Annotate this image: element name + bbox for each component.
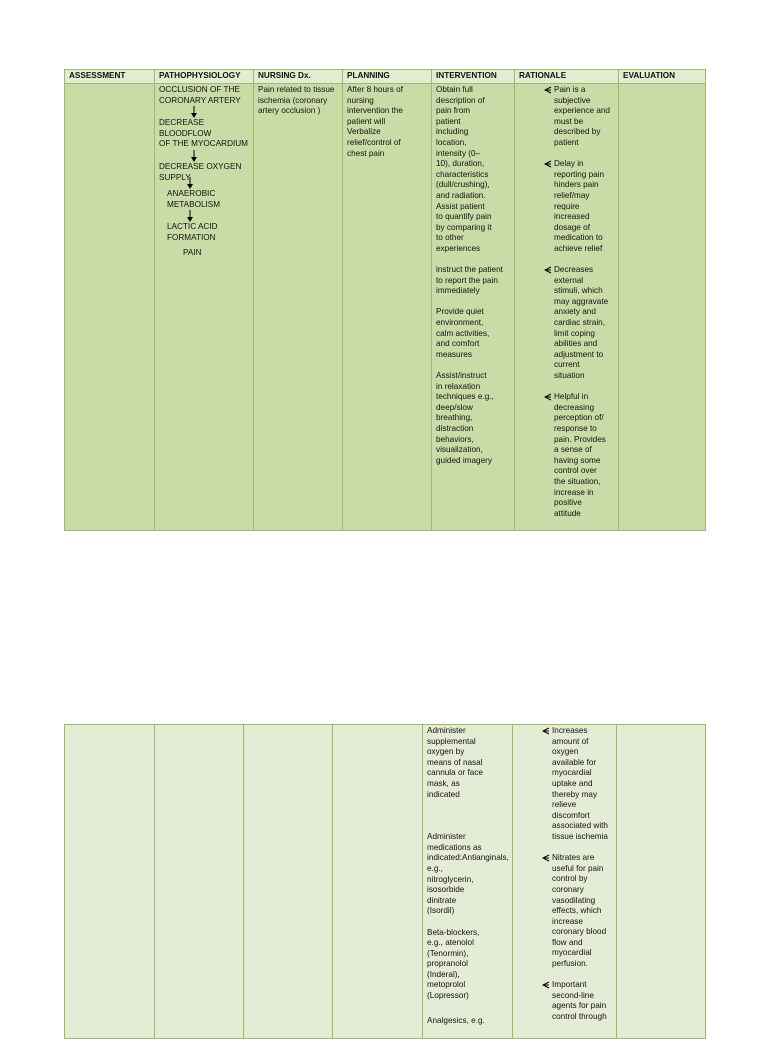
flow-step: DECREASE BLOODFLOW OF THE MYOCARDIUM (159, 118, 249, 149)
header-nursing-dx: NURSING Dx. (254, 70, 343, 84)
intervention-cell (432, 84, 515, 531)
intervention-item: Beta-blockers, e.g., atenolol (Tenormin), propranolol (Inderal), metoprolol (Lopressor) (427, 927, 480, 1001)
header-rationale: RATIONALE (515, 70, 619, 84)
care-plan-row (65, 84, 706, 531)
flow-step: DECREASE OXYGEN SUPPLY (159, 161, 242, 182)
rationale-item: Increases amount of oxygen available for myocardial uptake and thereby may relieve discomfort associated with tissue ischemia (513, 726, 616, 843)
planning-cell (333, 725, 423, 1039)
nursing-dx-cell (244, 725, 333, 1039)
rationale-item: Important second-line agents for pain control through (513, 980, 616, 1022)
rationale-item: Pain is a subjective experience and must be described by patient (515, 85, 618, 149)
rationale-list (515, 84, 618, 519)
header-planning: PLANNING (343, 70, 432, 84)
rationale-cell (513, 725, 617, 1039)
header-pathophysiology: PATHOPHYSIOLOGY (155, 70, 254, 84)
nursing-dx-text: Pain related to tissue ischemia (coronary artery occlusion ) (258, 85, 335, 116)
intervention-item: instruct the patient to report the pain immediately (436, 265, 503, 296)
pathophysiology-flow (155, 84, 253, 259)
arrowhead-bullet-icon (544, 265, 552, 275)
intervention-item: Administer medications as indicated:Antianginals, e.g., nitroglycerin, isosorbide dinitrate (Isordil) (427, 832, 509, 916)
flow-step: OCCLUSION OF THE CORONARY ARTERY (159, 85, 241, 105)
care-plan-row (65, 725, 706, 1039)
down-arrow-icon (186, 210, 194, 222)
pathophysiology-cell (155, 725, 244, 1039)
arrowhead-bullet-icon (544, 85, 552, 95)
flow-step: LACTIC ACID FORMATION (167, 222, 218, 242)
arrowhead-bullet-icon (544, 159, 552, 169)
evaluation-cell (619, 84, 706, 531)
rationale-item: Helpful in decreasing perception of/ response to pain. Provides a sense of having some control over the situation, increase in positive attitude (515, 392, 618, 519)
header-row (65, 70, 706, 84)
planning-text: After 8 hours of nursing intervention the patient will Verbalize relief/control of chest pain (347, 85, 403, 158)
intervention-item: Provide quiet environment, calm activities, and comfort measures (436, 307, 490, 359)
care-plan-table-page-1 (64, 69, 706, 531)
rationale-cell (515, 84, 619, 531)
planning-cell (343, 84, 432, 531)
rationale-item: Delay in reporting pain hinders pain relief/may require increased dosage of medication to achieve relief (515, 159, 618, 254)
header-evaluation: EVALUATION (619, 70, 706, 84)
intervention-cell (423, 725, 513, 1039)
rationale-list (513, 725, 616, 1023)
arrowhead-bullet-icon (542, 853, 550, 863)
arrowhead-bullet-icon (542, 726, 550, 736)
header-intervention: INTERVENTION (432, 70, 515, 84)
down-arrow-icon (190, 106, 198, 118)
intervention-item: Analgesics, e.g. (427, 1015, 485, 1025)
intervention-item: Administer supplemental oxygen by means of nasal cannula or face mask, as indicated (427, 726, 483, 799)
intervention-item: Assist/instruct in relaxation techniques e.g., deep/slow breathing, distraction behaviors, visualization, guided imagery (436, 371, 494, 465)
rationale-item: Decreases external stimuli, which may aggravate anxiety and cardiac strain, limit coping abilities and adjustment to current situation (515, 265, 618, 382)
assessment-cell (65, 725, 155, 1039)
care-plan-table-page-2 (64, 724, 706, 1039)
arrowhead-bullet-icon (542, 980, 550, 990)
header-assessment: ASSESSMENT (65, 70, 155, 84)
down-arrow-icon (190, 150, 198, 162)
assessment-cell (65, 84, 155, 531)
flow-step: PAIN (183, 247, 202, 257)
flow-step: ANAEROBIC METABOLISM (167, 189, 221, 209)
arrowhead-bullet-icon (544, 392, 552, 402)
intervention-item: Obtain full description of pain from patient including location, intensity (0– 10), duration, characteristics (dull/crushing), and radiation. Assist patient to quantify pain by comparing it to other experiences (436, 85, 492, 253)
nursing-dx-cell (254, 84, 343, 531)
pathophysiology-cell (155, 84, 254, 531)
rationale-item: Nitrates are useful for pain control by coronary vasodilating effects, which increase coronary blood flow and myocardial perfusion. (513, 853, 616, 970)
evaluation-cell (617, 725, 706, 1039)
